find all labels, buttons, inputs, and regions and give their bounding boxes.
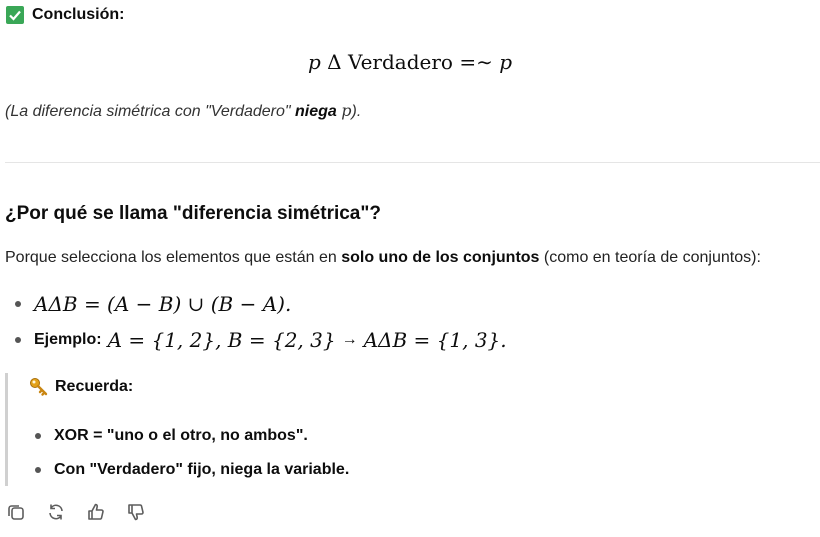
- note-bold: niega: [295, 103, 337, 120]
- section-heading: ¿Por qué se llama "diferencia simétrica"?: [5, 203, 381, 224]
- list-item: [35, 461, 349, 479]
- paragraph-bold: solo uno de los conjuntos: [341, 249, 540, 266]
- formula-true: Verdadero: [347, 50, 453, 74]
- list-item: [35, 427, 308, 445]
- bullet-dot: [15, 301, 21, 307]
- remember-heading: [29, 377, 133, 397]
- note-var: p: [341, 101, 352, 120]
- example-arrow: →: [341, 331, 358, 348]
- copy-icon: [6, 502, 26, 522]
- conclusion-label: Conclusión:: [32, 6, 125, 23]
- formula-var-p: p: [307, 50, 321, 74]
- paragraph-pre: Porque selecciona los elementos que están en: [5, 249, 342, 266]
- formula-operator: Δ: [327, 50, 342, 74]
- copy-button[interactable]: [5, 501, 27, 523]
- regenerate-button[interactable]: [45, 501, 67, 523]
- thumbs-down-icon: [126, 502, 146, 522]
- conclusion-heading: [6, 6, 124, 24]
- formula-var-p2: p: [499, 50, 512, 74]
- note-pre: (La diferencia simétrica con "Verdadero": [5, 103, 296, 120]
- paragraph: [5, 249, 761, 267]
- refresh-icon: [46, 502, 66, 522]
- divider: [5, 162, 820, 163]
- thumbs-down-button[interactable]: [125, 501, 147, 523]
- list-item: [15, 292, 291, 316]
- bullet-dot: [35, 467, 41, 473]
- example-math-2: AΔB = {1, 3}.: [363, 328, 507, 352]
- check-icon: [6, 6, 24, 24]
- note-post: ).: [351, 103, 362, 120]
- list-item: [15, 328, 507, 352]
- remember-item: XOR = "uno o el otro, no ambos".: [54, 427, 308, 444]
- formula: [0, 50, 820, 74]
- remember-item: Con "Verdadero" fijo, niega la variable.: [54, 461, 350, 478]
- bullet-dot: [35, 433, 41, 439]
- thumbs-up-icon: [86, 502, 106, 522]
- note: [5, 101, 361, 121]
- thumbs-up-button[interactable]: [85, 501, 107, 523]
- blockquote-bar: [5, 373, 8, 486]
- example-label: Ejemplo:: [34, 331, 102, 348]
- paragraph-post: (como en teoría de conjuntos):: [539, 249, 761, 266]
- example-math-1: A = {1, 2}, B = {2, 3}: [107, 328, 336, 352]
- bullet-dot: [15, 337, 21, 343]
- formula-equals-not: =∼: [459, 50, 493, 74]
- bullet-math: AΔB = (A − B) ∪ (B − A).: [34, 292, 292, 316]
- message-actions: [5, 501, 165, 523]
- remember-label: Recuerda:: [55, 378, 134, 395]
- key-icon: [29, 377, 49, 397]
